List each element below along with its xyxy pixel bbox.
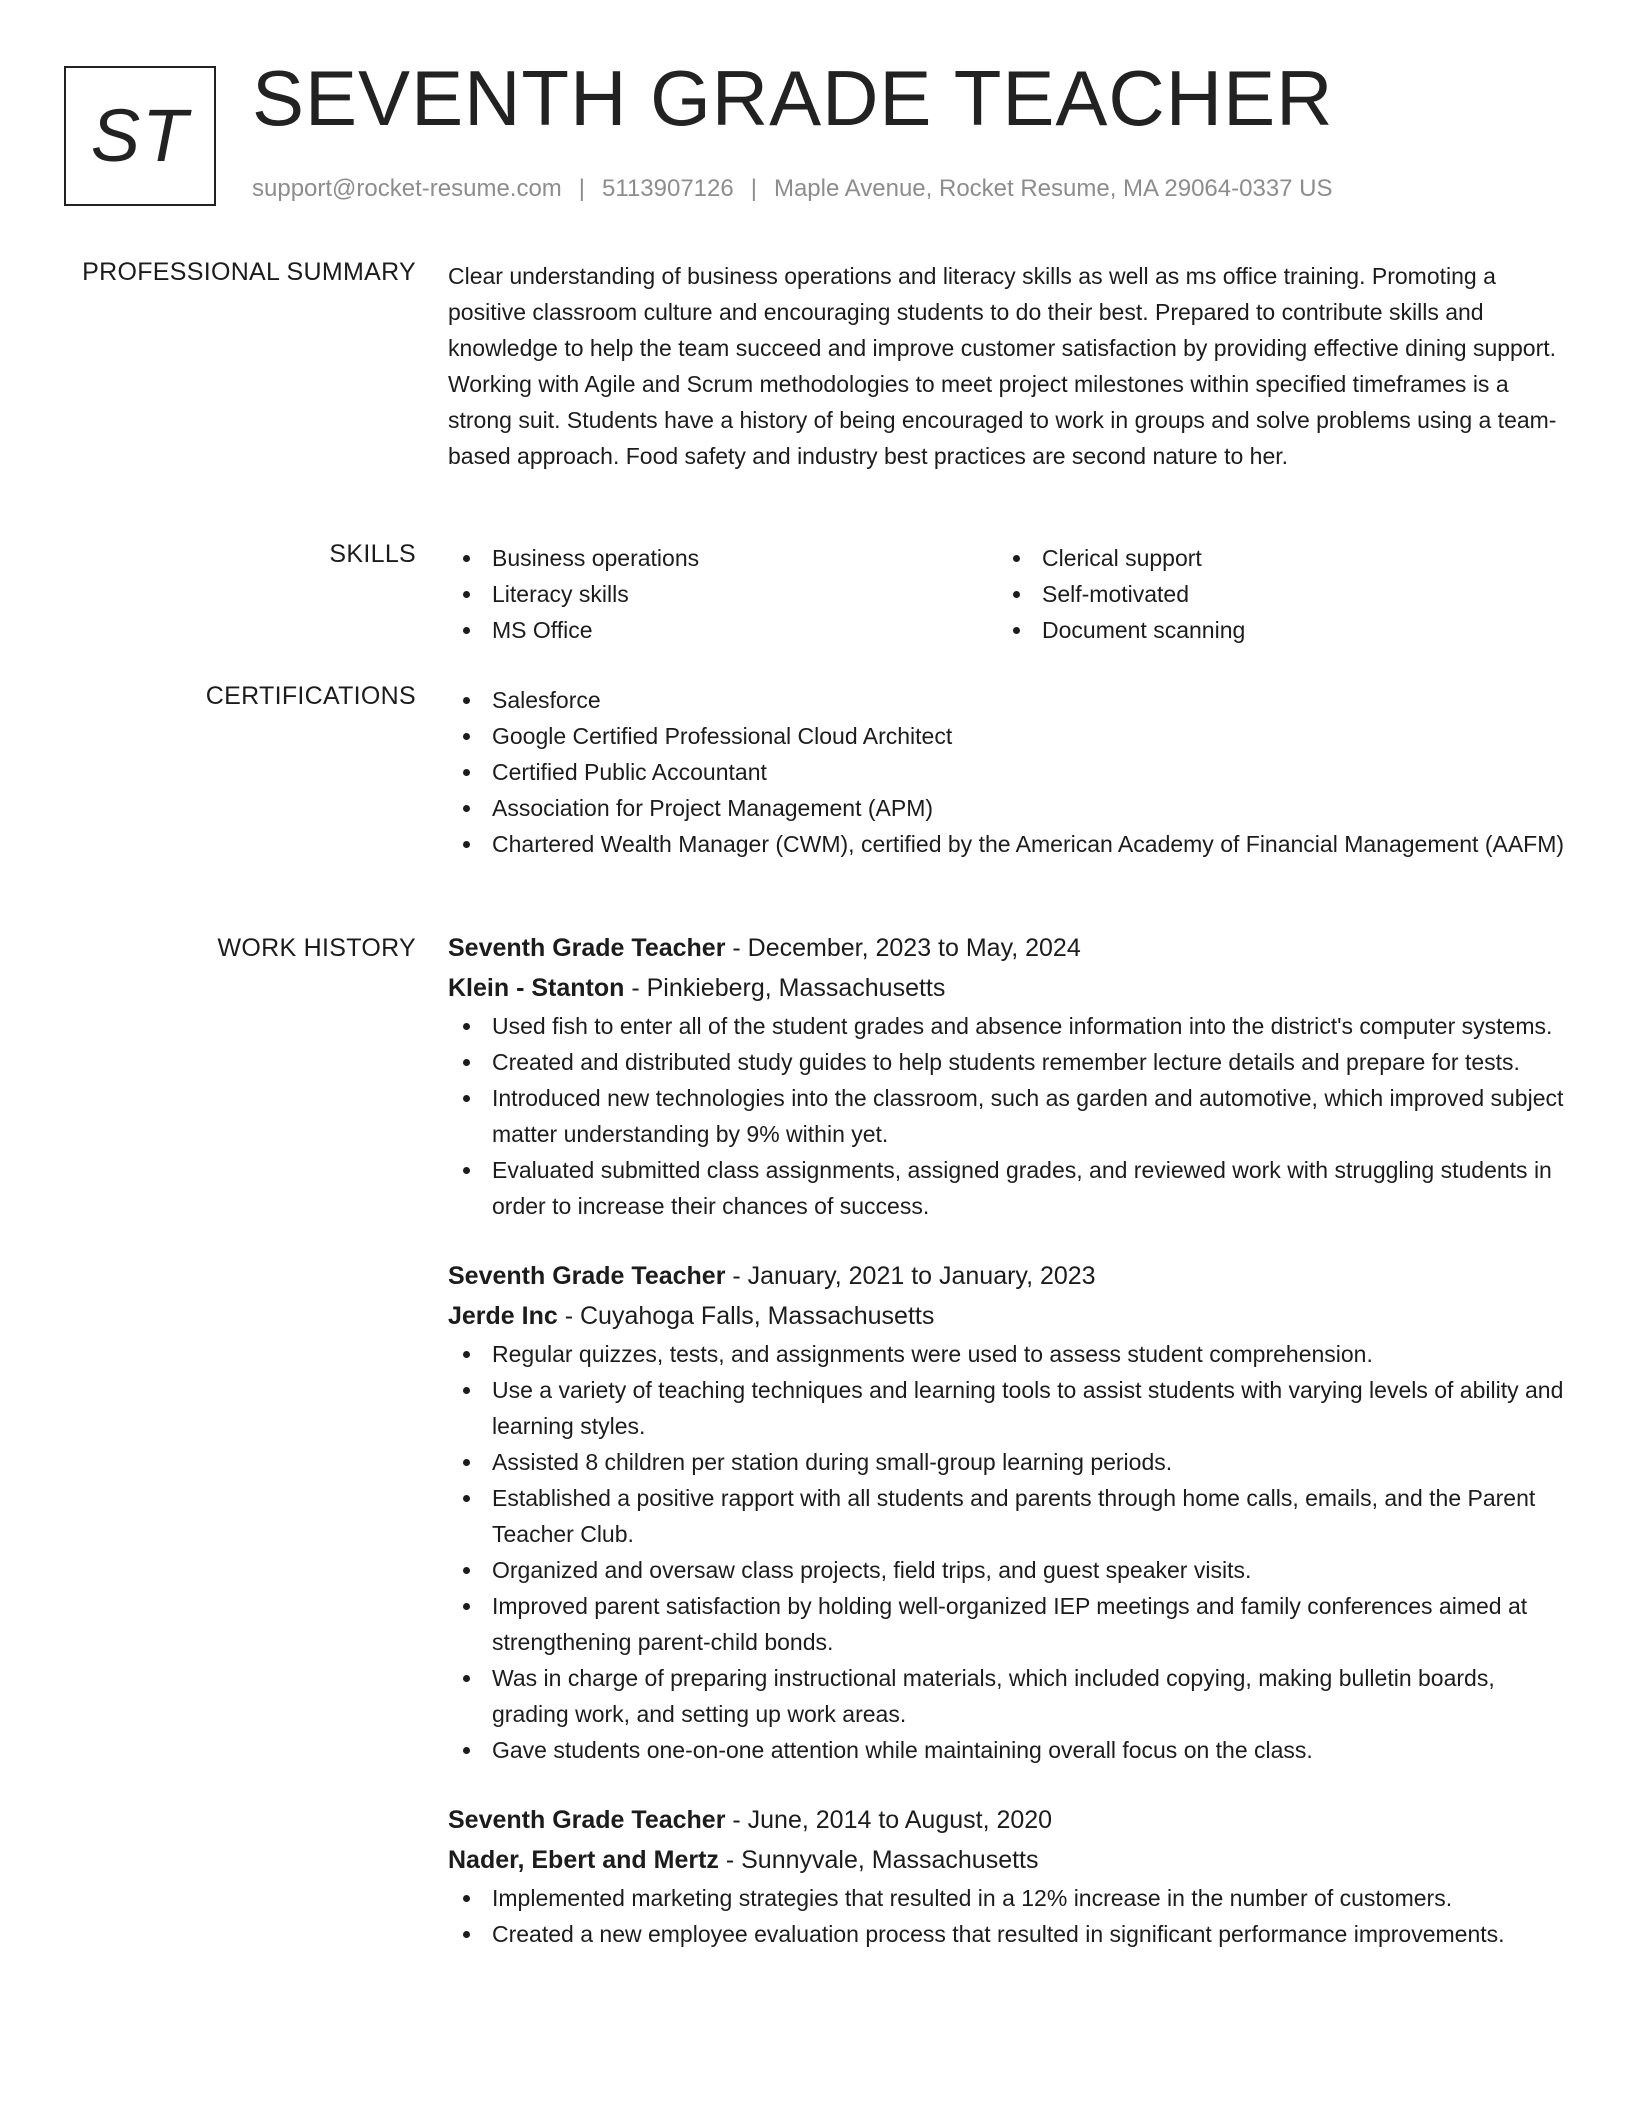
monogram-initials: ST xyxy=(90,94,190,177)
job-role-line xyxy=(448,928,1570,968)
job-bullet: Evaluated submitted class assignments, assigned grades, and reviewed work with struggling students in order to increase their chances of success. xyxy=(448,1152,1570,1224)
job-bullet: Established a positive rapport with all students and parents through home calls, emails, and the Parent Teacher Club. xyxy=(448,1480,1570,1552)
contact-line xyxy=(252,175,1333,203)
job-bullet: Was in charge of preparing instructional materials, which included copying, making bulletin boards, grading work, and setting up work areas. xyxy=(448,1660,1570,1732)
skills-title: SKILLS xyxy=(329,540,416,568)
work-history-body xyxy=(448,928,1570,1952)
job-bullet: Created and distributed study guides to help students remember lecture details and prepare for tests. xyxy=(448,1044,1570,1080)
job-dates: - December, 2023 to May, 2024 xyxy=(725,934,1081,962)
job-company: Klein - Stanton xyxy=(448,974,625,1002)
certification-item: Salesforce xyxy=(448,682,1570,718)
skill-item: MS Office xyxy=(448,612,998,648)
job-bullet: Implemented marketing strategies that resulted in a 12% increase in the number of customers. xyxy=(448,1880,1570,1916)
skills-body xyxy=(448,540,1570,648)
summary-text: Clear understanding of business operations and literacy skills as well as ms office training. Promoting a positive classroom culture and encouraging students to do their best. Prepared to contribute skills and knowledge to help the team succeed and improve customer satisfaction by providing effective dining support. Working with Agile and Scrum methodologies to meet project milestones within specified timeframes is a strong suit. Students have a history of being encouraged to work in groups and solve problems using a team-based approach. Food safety and industry best practices are second nature to her. xyxy=(448,263,1557,469)
summary-body xyxy=(448,258,1570,474)
job-company: Nader, Ebert and Mertz xyxy=(448,1846,719,1874)
job-bullets xyxy=(448,1880,1570,1952)
skill-item: Business operations xyxy=(448,540,998,576)
job-entry xyxy=(448,1256,1570,1768)
summary-title: PROFESSIONAL SUMMARY xyxy=(82,258,416,286)
monogram-box xyxy=(64,66,216,206)
job-dates: - June, 2014 to August, 2020 xyxy=(725,1806,1053,1834)
certification-item: Certified Public Accountant xyxy=(448,754,1570,790)
job-bullet: Use a variety of teaching techniques and learning tools to assist students with varying levels of ability and learning styles. xyxy=(448,1372,1570,1444)
job-company-line xyxy=(448,968,1570,1008)
job-entry xyxy=(448,928,1570,1224)
job-bullet: Regular quizzes, tests, and assignments were used to assess student comprehension. xyxy=(448,1336,1570,1372)
job-bullet: Organized and oversaw class projects, field trips, and guest speaker visits. xyxy=(448,1552,1570,1588)
contact-phone: 5113907126 xyxy=(602,175,734,202)
certifications-body xyxy=(448,682,1570,862)
job-role-line xyxy=(448,1800,1570,1840)
job-location: - Cuyahoga Falls, Massachusetts xyxy=(557,1302,935,1330)
job-company-line xyxy=(448,1296,1570,1336)
skills-list-right xyxy=(998,540,1548,648)
job-bullets xyxy=(448,1008,1570,1224)
job-role-line xyxy=(448,1256,1570,1296)
resume-name: SEVENTH GRADE TEACHER xyxy=(252,54,1334,142)
job-bullet: Created a new employee evaluation process that resulted in significant performance improvements. xyxy=(448,1916,1570,1952)
contact-separator: | xyxy=(750,175,757,202)
job-location: - Pinkieberg, Massachusetts xyxy=(624,974,946,1002)
skill-item: Self-motivated xyxy=(998,576,1548,612)
job-location: - Sunnyvale, Massachusetts xyxy=(718,1846,1039,1874)
certifications-title: CERTIFICATIONS xyxy=(205,682,416,710)
job-bullet: Used fish to enter all of the student grades and absence information into the district's computer systems. xyxy=(448,1008,1570,1044)
job-entry xyxy=(448,1800,1570,1952)
contact-address: Maple Avenue, Rocket Resume, MA 29064-0337 US xyxy=(773,175,1333,202)
work-history-title: WORK HISTORY xyxy=(217,934,416,962)
job-bullets xyxy=(448,1336,1570,1768)
contact-email: support@rocket-resume.com xyxy=(252,175,562,202)
certifications-list xyxy=(448,682,1570,862)
job-bullet: Assisted 8 children per station during small-group learning periods. xyxy=(448,1444,1570,1480)
job-bullet: Gave students one-on-one attention while maintaining overall focus on the class. xyxy=(448,1732,1570,1768)
job-bullet: Introduced new technologies into the classroom, such as garden and automotive, which improved subject matter understanding by 9% within yet. xyxy=(448,1080,1570,1152)
job-dates: - January, 2021 to January, 2023 xyxy=(725,1262,1096,1290)
job-company-line xyxy=(448,1840,1570,1880)
contact-separator: | xyxy=(578,175,586,202)
certification-item: Association for Project Management (APM) xyxy=(448,790,1570,826)
skill-item: Clerical support xyxy=(998,540,1548,576)
skills-list-left xyxy=(448,540,998,648)
job-bullet: Improved parent satisfaction by holding well-organized IEP meetings and family conferences aimed at strengthening parent-child bonds. xyxy=(448,1588,1570,1660)
skill-item: Document scanning xyxy=(998,612,1548,648)
job-role: Seventh Grade Teacher xyxy=(448,1262,726,1290)
job-role: Seventh Grade Teacher xyxy=(448,1806,726,1834)
certification-item: Chartered Wealth Manager (CWM), certified by the American Academy of Financial Management (AAFM) xyxy=(448,826,1570,862)
job-company: Jerde Inc xyxy=(448,1302,558,1330)
skill-item: Literacy skills xyxy=(448,576,998,612)
certification-item: Google Certified Professional Cloud Architect xyxy=(448,718,1570,754)
job-role: Seventh Grade Teacher xyxy=(448,934,726,962)
